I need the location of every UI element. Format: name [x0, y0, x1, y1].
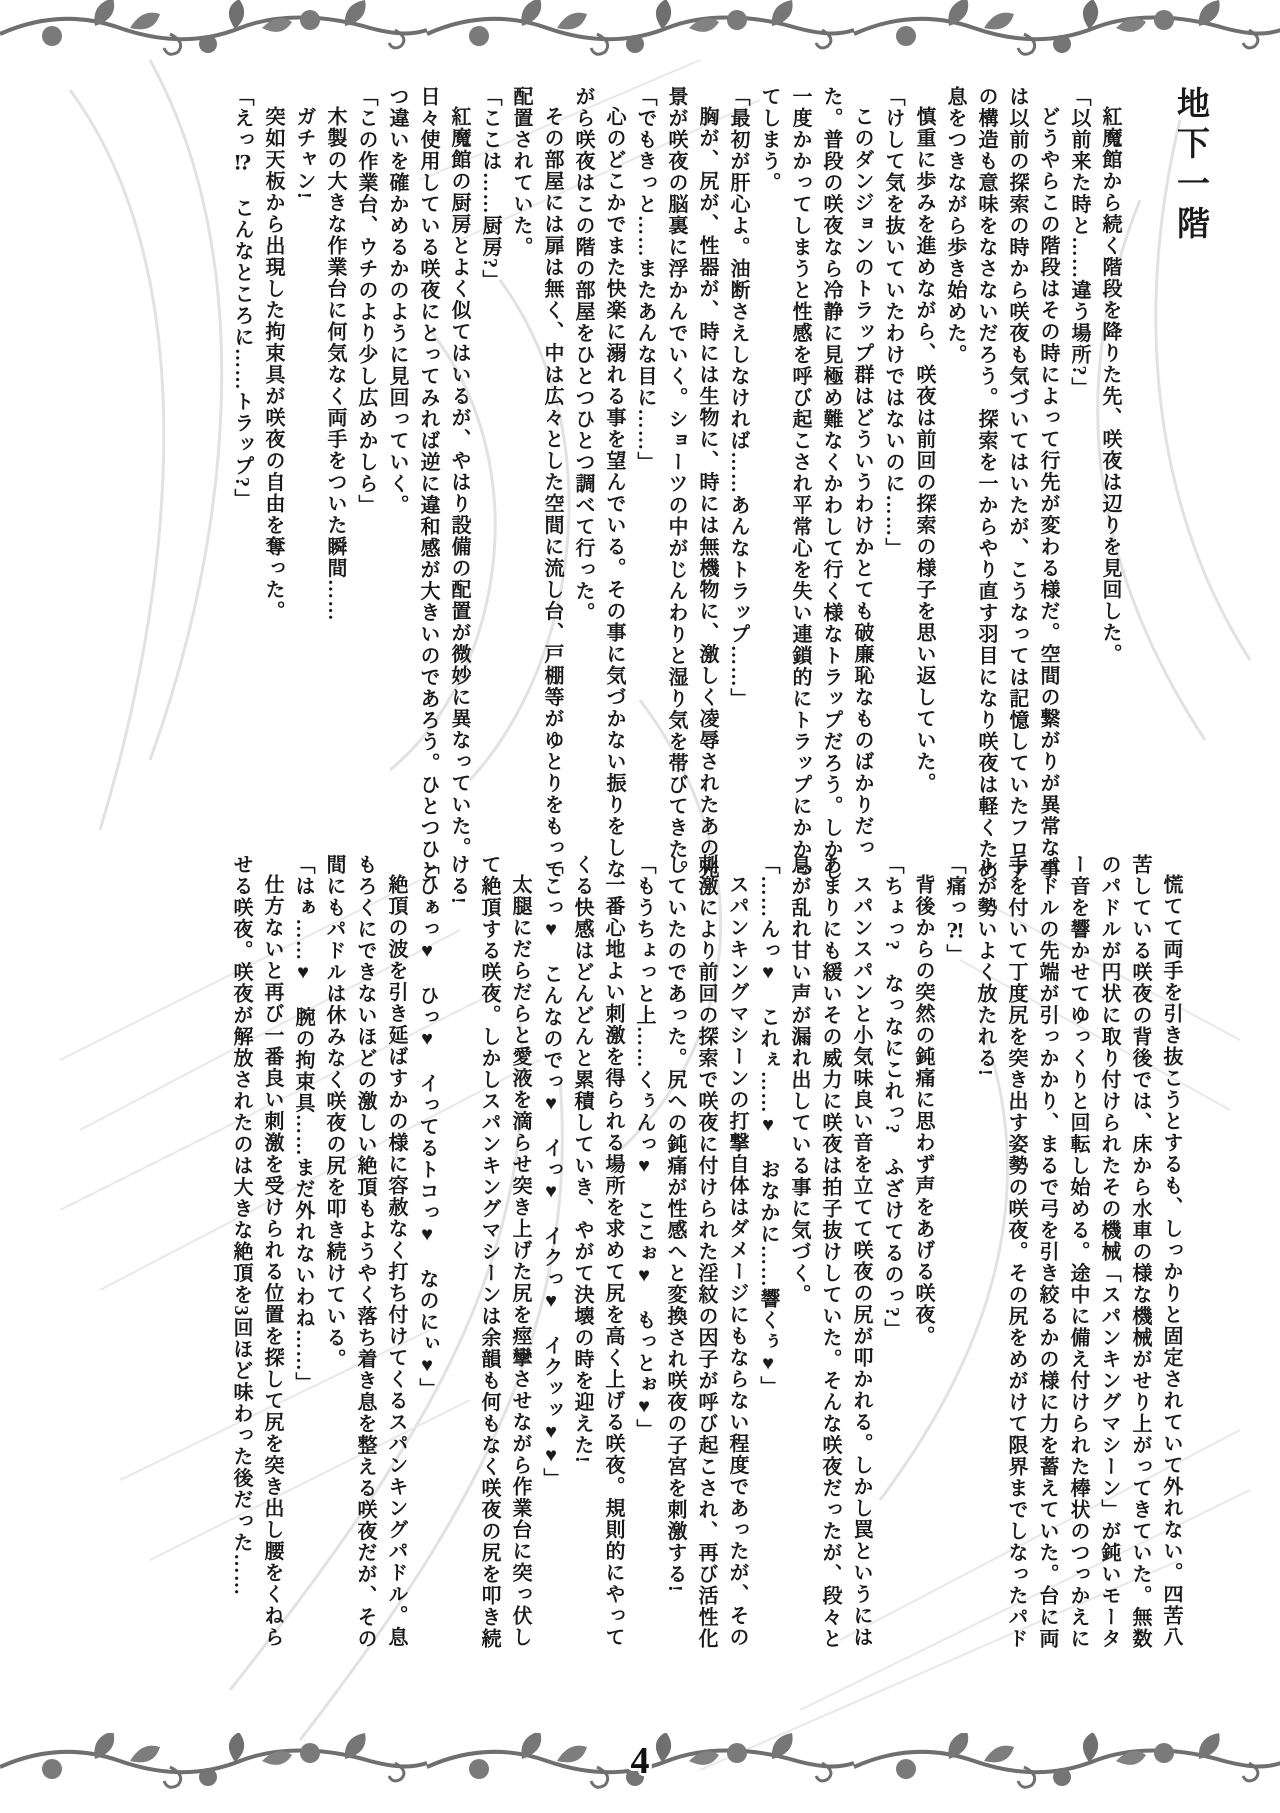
narrative-paragraph: 絶頂の波を引き延ばすかの様に容赦なく打ち付けてくるスパンキングパドル。息もろくにできないほどの激しい絶頂もようやく落ち着き息を整える咲夜だが、その間にもパドルは休みなく咲夜の尻を叩き続けている。 — [323, 854, 407, 1650]
narrative-paragraph: 太腿にだらだらと愛液を滴らせ突き上げた尻を痙攣させながら作業台に突っ伏して絶頂する咲夜。しかしスパンキングマシーンは余韻も何もなく咲夜の尻を叩き続ける! — [447, 854, 531, 1650]
page-title: 地下一階 — [1172, 86, 1208, 246]
narrative-paragraph: 木製の大きな作業台に何気なく両手をついた瞬間…… — [324, 106, 346, 622]
dialogue-line: 「えっ⁉ こんなところに……トラップ?」 — [231, 86, 253, 510]
dialogue-line: 「ちょっ? なっなにこれっ? ふざけてるのっ?」 — [881, 854, 903, 1340]
dialogue-line: 「最初が肝心よ。油断さえしなければ……あんなトラップ……」 — [727, 86, 749, 710]
narrative-paragraph: 一番心地よい刺激を得られる場所を求めて尻を高く上げる咲夜。規則的にやってくる快感はどんどんと累積していき、やがて決壊の時を迎えた! — [571, 854, 624, 1648]
narrative-paragraph: 紅魔館の厨房とよく似てはいるが、やはり設備の配置が微妙に異なっていた。日々使用している咲夜にとってみれば逆に違和感が大きいのであろう。ひとつひとつ違いを確かめるかのように見回っていく。 — [386, 86, 470, 882]
narrative-paragraph: スパンキングマシーンの打撃自体はダメージにもならない程度であったが、その刺激により前回の探索で咲夜に付けられた淫紋の因子が呼び起こされ、再び活性化していたのであった。尻への鈍痛が性感へと変換され咲夜の子宮を刺激する! — [664, 854, 748, 1650]
narrative-paragraph: 突如天板から出現した拘束具が咲夜の自由を奪った。 — [262, 106, 284, 622]
narrative-paragraph: ガチャン! — [293, 106, 315, 201]
dialogue-line: 「けして気を抜いていたわけではないのに……」 — [882, 86, 904, 559]
narrative-paragraph: 紅魔館から続く階段を降りた先、咲夜は辺りを見回した。 — [1099, 106, 1121, 665]
dialogue-line: 「ひぁっ♥ ひっ♥ イってるトコっ♥ なのにぃ♥」 — [416, 854, 438, 1400]
vine-border-top-icon — [0, 0, 1280, 58]
narrative-paragraph: 心のどこかでまた快楽に溺れる事を望んでいる。その事に気づかない振りをしながら咲夜はこの階の部屋をひとつひとつ調べて行った。 — [572, 86, 625, 880]
dialogue-line: 「この作業台、ウチのより少し広めかしら」 — [355, 86, 377, 516]
narrative-paragraph: このダンジョンのトラップ群はどういうわけかとても破廉恥なものばかりだった。普段の咲夜なら冷静に見極め難なくかわして行く様なトラップだろう。しかし一度かかってしまうと性感を呼び起こされ平常心を失い連鎖的にトラップにかかってしまう。 — [758, 86, 873, 882]
narrative-paragraph: 慌てて両手を引き抜こうとするも、しっかりと固定されていて外れない。四苦八苦している咲夜の背後では、床から水車の様な機械がせり上がってきていた。無数のパドルが円状に取り付けられたその機械「スパンキングマシーン」が鈍いモーター音を響かせてゆっくりと回転し始める。途中に備え付けられた棒状のつっかえにパドルの先端が引っかかり、まるで弓を引き絞るかの様に力を蓄えていた。台に両手を付いて丁度尻を突き出す姿勢の咲夜。その尻をめがけて限界までしなったパドルが勢いよく放たれる! — [974, 854, 1182, 1650]
dialogue-line: 「……んっ♥ これぇ……♥ おなかに……響くぅ♥」 — [757, 854, 779, 1398]
dialogue-line: 「ここは……厨房?」 — [479, 86, 501, 291]
narrative-paragraph: どうやらこの階段はその時によって行先が変わる様だ。空間の繋がりが異常な事は以前の探索の時から咲夜も気づいてはいたが、こうなっては記憶していたフロアの構造も意味をなさないだろう。探索を一からやり直す羽目になり咲夜は軽くため息をつきながら歩き始めた。 — [944, 86, 1059, 882]
dialogue-line: 「もうちょっと上……くぅんっ♥ ここぉ♥ もっとぉ♥」 — [633, 854, 655, 1441]
text-block-bottom — [225, 854, 1186, 1668]
dialogue-line: 「でもきっと……またあんな目に……」 — [634, 86, 656, 473]
dialogue-line: 「こっ♥ こんなのでっ♥ イっ♥ イクっ♥ イクッッ♥♥」 — [540, 854, 562, 1490]
narrative-paragraph: 胸が、尻が、性器が、時には生物に、時には無機物に、激しく凌辱されたあの光景が咲夜の脳裏に浮かんでいく。ショーツの中がじんわりと湿り気を帯びてきた。 — [665, 86, 718, 882]
narrative-paragraph: 慎重に歩みを進めながら、咲夜は前回の探索の様子を思い返していた。 — [913, 106, 935, 794]
narrative-paragraph: スパンスパンと小気味良い音を立てて咲夜の尻が叩かれる。しかし罠というにはあまりにも緩いその威力に咲夜は拍子抜けしていた。そんな咲夜だったが、段々と息が乱れ甘い声が漏れ出している事に気づく。 — [788, 854, 872, 1650]
dialogue-line: 「はぁ……♥ 腕の拘束具……まだ外れないわね……」 — [292, 854, 314, 1394]
dialogue-line: 「以前来た時と……違う場所?」 — [1068, 86, 1090, 399]
dialogue-line: 「痛っ⁈」 — [943, 854, 965, 966]
narrative-paragraph: その部屋には扉は無く、中は広々とした空間に流し台、戸棚等がゆとりをもって配置されていた。 — [510, 86, 563, 880]
narrative-paragraph: 仕方ないと再び一番良い刺激を受けられる位置を探して尻を突き出し腰をくねらせる咲夜。咲夜が解放されたのは大きな絶頂を3回ほど味わった後だった…… — [230, 854, 283, 1648]
narrative-paragraph: 背後からの突然の鈍痛に思わず声をあげる咲夜。 — [912, 874, 934, 1347]
page-number: 4 — [630, 1740, 650, 1782]
text-block-top — [226, 86, 1214, 884]
